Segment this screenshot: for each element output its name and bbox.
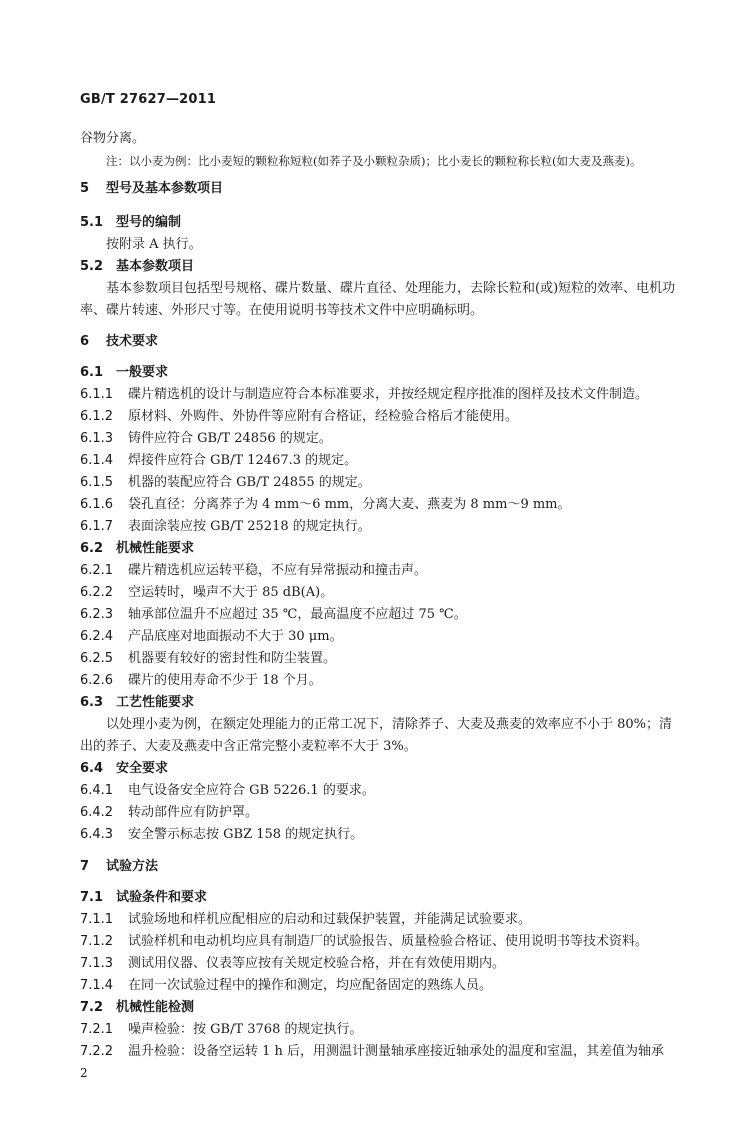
clause-item-6-2-5: 6.2.5 机器要有较好的密封性和防尘装置。 xyxy=(80,651,337,666)
body-text-line: 按附录 A 执行。 xyxy=(106,237,202,252)
standard-code: GB/T 27627—2011 xyxy=(80,92,217,107)
clause-heading-6-2: 6.2 机械性能要求 xyxy=(80,541,195,556)
clause-item-6-1-1: 6.1.1 碟片精选机的设计与制造应符合本标准要求，并按经规定程序批准的图样及技术文件制造。 xyxy=(80,387,649,402)
clause-item-7-2-2: 7.2.2 温升检验：设备空运转 1 h 后，用测温计测量轴承座接近轴承处的温度和室温，其差值为轴承 xyxy=(80,1044,665,1059)
clause-item-6-1-2: 6.1.2 原材料、外购件、外协件等应附有合格证，经检验合格后才能使用。 xyxy=(80,409,519,424)
body-text-line: 出的荞子、大麦及燕麦中含正常完整小麦粒率不大于 3%。 xyxy=(80,739,417,754)
clause-item-7-1-1: 7.1.1 试验场地和样机应配相应的启动和过载保护装置，并能满足试验要求。 xyxy=(80,912,532,927)
clause-heading-6-1: 6.1 一般要求 xyxy=(80,365,169,380)
clause-item-6-2-4: 6.2.4 产品底座对地面振动不大于 30 μm。 xyxy=(80,629,343,644)
clause-item-7-1-2: 7.1.2 试验样机和电动机均应具有制造厂的试验报告、质量检验合格证、使用说明书等技术资料。 xyxy=(80,934,649,949)
clause-heading-7-1: 7.1 试验条件和要求 xyxy=(80,890,208,905)
clause-item-7-2-1: 7.2.1 噪声检验：按 GB/T 3768 的规定执行。 xyxy=(80,1022,363,1037)
note-line: 注：以小麦为例：比小麦短的颗粒称短粒(如荞子及小颗粒杂质)；比小麦长的颗粒称长粒(如大麦及燕麦)。 xyxy=(106,154,642,168)
clause-item-6-4-3: 6.4.3 安全警示标志按 GBZ 158 的规定执行。 xyxy=(80,827,364,842)
clause-heading-6-4: 6.4 安全要求 xyxy=(80,761,169,776)
clause-heading-6: 6 技术要求 xyxy=(80,334,159,349)
clause-item-6-2-3: 6.2.3 轴承部位温升不应超过 35 ℃，最高温度不应超过 75 ℃。 xyxy=(80,607,467,622)
clause-item-6-1-4: 6.1.4 焊接件应符合 GB/T 12467.3 的规定。 xyxy=(80,453,358,468)
body-text-line: 以处理小麦为例，在额定处理能力的正常工况下，清除荞子、大麦及燕麦的效率应不小于 80%；清 xyxy=(106,717,673,732)
clause-heading-5-1: 5.1 型号的编制 xyxy=(80,215,182,230)
clause-heading-7-2: 7.2 机械性能检测 xyxy=(80,1000,195,1015)
clause-item-6-1-5: 6.1.5 机器的装配应符合 GB/T 24855 的规定。 xyxy=(80,475,371,490)
clause-item-7-1-3: 7.1.3 测试用仪器、仪表等应按有关规定校验合格，并在有效使用期内。 xyxy=(80,956,506,971)
clause-item-7-1-4: 7.1.4 在同一次试验过程中的操作和测定，均应配备固定的熟练人员。 xyxy=(80,978,493,993)
clause-heading-5-2: 5.2 基本参数项目 xyxy=(80,259,195,274)
clause-heading-5: 5 型号及基本参数项目 xyxy=(80,181,224,196)
clause-heading-7: 7 试验方法 xyxy=(80,859,159,874)
clause-item-6-2-1: 6.2.1 碟片精选机应运转平稳，不应有异常振动和撞击声。 xyxy=(80,563,428,578)
clause-item-6-4-2: 6.4.2 转动部件应有防护罩。 xyxy=(80,805,259,820)
body-text-line: 基本参数项目包括型号规格、碟片数量、碟片直径、处理能力，去除长粒和(或)短粒的效率、电机功 xyxy=(106,281,676,296)
body-text-line: 谷物分离。 xyxy=(80,131,146,146)
clause-item-6-2-2: 6.2.2 空运转时，噪声不大于 85 dB(A)。 xyxy=(80,585,334,600)
clause-item-6-2-6: 6.2.6 碟片的使用寿命不少于 18 个月。 xyxy=(80,673,322,688)
clause-item-6-4-1: 6.4.1 电气设备安全应符合 GB 5226.1 的要求。 xyxy=(80,783,375,798)
clause-heading-6-3: 6.3 工艺性能要求 xyxy=(80,695,195,710)
page-number: 2 xyxy=(80,1066,88,1080)
clause-item-6-1-7: 6.1.7 表面涂装应按 GB/T 25218 的规定执行。 xyxy=(80,519,371,534)
clause-item-6-1-6: 6.1.6 袋孔直径：分离荞子为 4 mm～6 mm，分离大麦、燕麦为 8 mm～9 mm。 xyxy=(80,497,571,512)
body-text-line: 率、碟片转速、外形尺寸等。在使用说明书等技术文件中应明确标明。 xyxy=(80,303,484,318)
clause-item-6-1-3: 6.1.3 铸件应符合 GB/T 24856 的规定。 xyxy=(80,431,332,446)
